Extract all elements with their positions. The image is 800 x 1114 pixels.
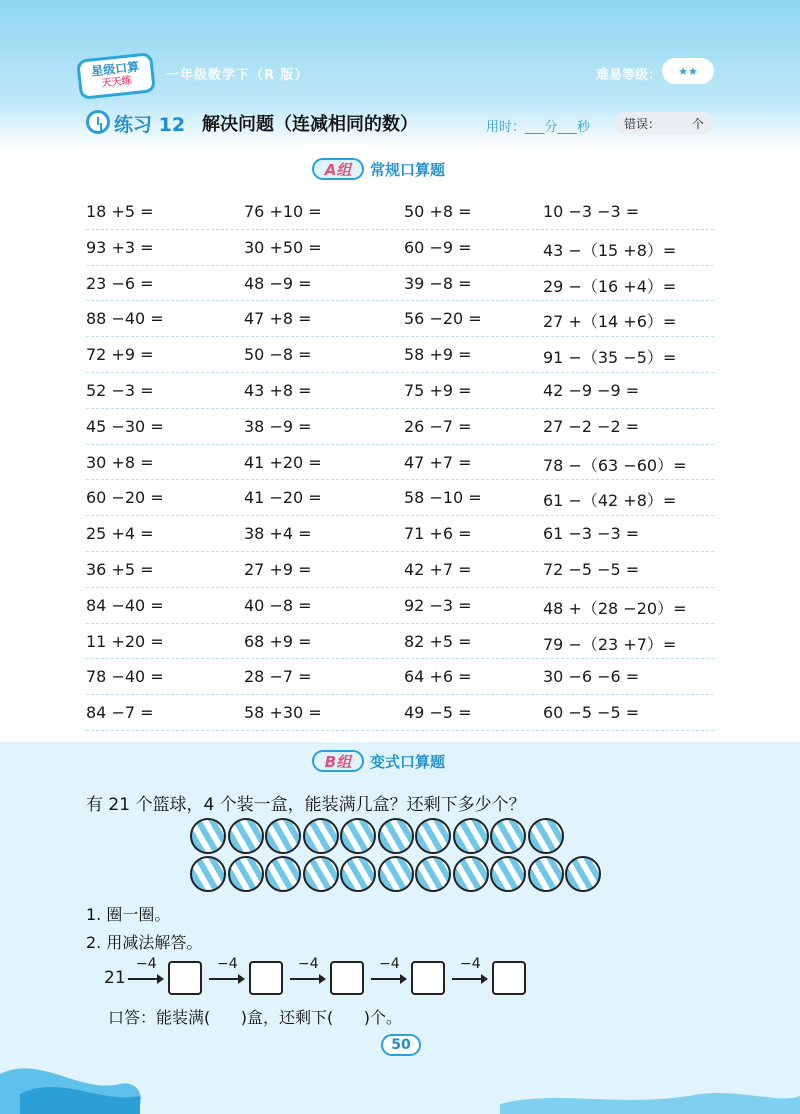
basketball-icon[interactable] bbox=[340, 856, 376, 892]
lesson-number: 练习 12 bbox=[114, 114, 186, 136]
equation[interactable]: 30 +8 = bbox=[86, 452, 154, 472]
errors-unit: 个 bbox=[691, 116, 704, 131]
basketball-icon[interactable] bbox=[528, 818, 564, 854]
equation[interactable]: 61 −3 −3 = bbox=[543, 524, 640, 544]
equation[interactable]: 72 −5 −5 = bbox=[543, 559, 640, 579]
basketball-icon[interactable] bbox=[228, 856, 264, 892]
equation[interactable]: 41 +20 = bbox=[244, 452, 322, 472]
equation[interactable]: 47 +8 = bbox=[244, 309, 312, 329]
grid-row bbox=[86, 552, 714, 588]
grid-row bbox=[86, 516, 714, 552]
title-row bbox=[86, 108, 716, 138]
equation[interactable]: 25 +4 = bbox=[86, 524, 154, 544]
equation[interactable]: 50 −8 = bbox=[244, 345, 312, 365]
basketball-icon[interactable] bbox=[340, 818, 376, 854]
section-b-tag: B组 bbox=[312, 750, 364, 772]
operator-label: −4 bbox=[136, 956, 157, 972]
logo-line2: 天天练 bbox=[101, 75, 133, 90]
equation[interactable]: 60 −9 = bbox=[404, 237, 472, 257]
grid-row bbox=[86, 588, 714, 624]
equation[interactable]: 41 −20 = bbox=[244, 488, 322, 508]
equation[interactable]: 27 −2 −2 = bbox=[543, 416, 640, 436]
page-header bbox=[0, 0, 800, 148]
equation[interactable]: 84 −40 = bbox=[86, 595, 164, 615]
grade-label: 一年级数学下（R 版） bbox=[166, 68, 309, 83]
basketball-icon[interactable] bbox=[190, 818, 226, 854]
errors-field[interactable] bbox=[614, 112, 714, 134]
basketball-icon[interactable] bbox=[378, 818, 414, 854]
equation[interactable]: 23 −6 = bbox=[86, 273, 154, 293]
equation[interactable]: 52 −3 = bbox=[86, 380, 154, 400]
section-a-tag: A组 bbox=[312, 158, 364, 180]
grid-row bbox=[86, 266, 714, 302]
section-a-banner bbox=[312, 156, 445, 182]
equation[interactable]: 58 +30 = bbox=[244, 703, 322, 723]
alarm-clock-icon bbox=[86, 110, 110, 134]
logo-line1: 星级口算 bbox=[90, 59, 140, 79]
grid-row bbox=[86, 695, 714, 731]
operator-label: −4 bbox=[217, 956, 238, 972]
basketball-icon[interactable] bbox=[303, 818, 339, 854]
arrow-icon bbox=[128, 978, 162, 980]
difficulty-label: 难易等级： bbox=[596, 68, 662, 83]
equation[interactable]: 36 +5 = bbox=[86, 559, 154, 579]
basketball-icon[interactable] bbox=[453, 818, 489, 854]
grid-row bbox=[86, 409, 714, 445]
equation[interactable]: 79 −（23 +7）= bbox=[543, 634, 677, 654]
step-2: 2. 用减法解答。 bbox=[86, 933, 203, 952]
equation[interactable]: 43 −（15 +8）= bbox=[543, 240, 677, 260]
chain-start: 21 bbox=[104, 968, 126, 988]
equation[interactable]: 88 −40 = bbox=[86, 309, 164, 329]
equation[interactable]: 38 +4 = bbox=[244, 524, 312, 544]
basketball-icon[interactable] bbox=[190, 856, 226, 892]
basketball-icon[interactable] bbox=[565, 856, 601, 892]
difficulty-stars: ★★ bbox=[678, 64, 698, 78]
equation[interactable]: 84 −7 = bbox=[86, 703, 154, 723]
operator-label: −4 bbox=[379, 956, 400, 972]
section-b-banner bbox=[312, 748, 445, 774]
grid-row bbox=[86, 373, 714, 409]
equation[interactable]: 28 −7 = bbox=[244, 667, 312, 687]
equation[interactable]: 75 +9 = bbox=[404, 380, 472, 400]
basketball-icon[interactable] bbox=[265, 856, 301, 892]
grid-row bbox=[86, 445, 714, 481]
equation[interactable]: 76 +10 = bbox=[244, 202, 322, 221]
errors-label: 错误： bbox=[624, 116, 661, 131]
answer-box[interactable] bbox=[492, 961, 526, 995]
equation[interactable]: 78 −（63 −60）= bbox=[543, 455, 687, 475]
equation[interactable]: 58 +9 = bbox=[404, 345, 472, 365]
calculation-grid bbox=[86, 194, 714, 731]
arrow-icon bbox=[371, 978, 405, 980]
basketball-icon[interactable] bbox=[490, 818, 526, 854]
equation[interactable]: 27 +9 = bbox=[244, 559, 312, 579]
step-1: 1. 圈一圈。 bbox=[86, 905, 171, 924]
difficulty-cloud-icon bbox=[662, 58, 714, 84]
equation[interactable]: 92 −3 = bbox=[404, 595, 472, 615]
grid-row bbox=[86, 194, 714, 230]
grid-row bbox=[86, 480, 714, 516]
basketball-icon[interactable] bbox=[378, 856, 414, 892]
equation[interactable]: 91 −（35 −5）= bbox=[543, 348, 677, 368]
grid-row bbox=[86, 337, 714, 373]
equation[interactable]: 60 −5 −5 = bbox=[543, 703, 640, 723]
equation[interactable]: 49 −5 = bbox=[404, 703, 472, 723]
arrow-icon bbox=[290, 978, 324, 980]
grid-row bbox=[86, 624, 714, 660]
equation[interactable]: 93 +3 = bbox=[86, 237, 154, 257]
grid-row bbox=[86, 659, 714, 695]
equation[interactable]: 30 +50 = bbox=[244, 237, 322, 257]
basketball-icon[interactable] bbox=[265, 818, 301, 854]
equation[interactable]: 72 +9 = bbox=[86, 345, 154, 365]
equation[interactable]: 11 +20 = bbox=[86, 631, 164, 651]
equation[interactable]: 78 −40 = bbox=[86, 667, 164, 687]
equation[interactable]: 61 −（42 +8）= bbox=[543, 491, 677, 511]
basketball-icon[interactable] bbox=[228, 818, 264, 854]
time-field[interactable]: 用时：___分___秒 bbox=[486, 120, 591, 135]
equation[interactable]: 64 +6 = bbox=[404, 667, 472, 687]
section-a-title: 常规口算题 bbox=[370, 160, 446, 179]
basketball-group[interactable] bbox=[190, 818, 610, 898]
grid-row bbox=[86, 301, 714, 337]
operator-label: −4 bbox=[298, 956, 319, 972]
basketball-icon[interactable] bbox=[453, 856, 489, 892]
basketball-icon[interactable] bbox=[303, 856, 339, 892]
equation[interactable]: 48 +（28 −20）= bbox=[543, 598, 687, 618]
section-b-title: 变式口算题 bbox=[370, 752, 446, 771]
equation[interactable]: 45 −30 = bbox=[86, 416, 164, 436]
equation[interactable]: 27 +（14 +6）= bbox=[543, 312, 677, 332]
equation[interactable]: 40 −8 = bbox=[244, 595, 312, 615]
equation[interactable]: 26 −7 = bbox=[404, 416, 472, 436]
answer-box[interactable] bbox=[411, 961, 445, 995]
arrow-icon bbox=[452, 978, 486, 980]
lesson-topic: 解决问题（连减相同的数） bbox=[202, 114, 418, 135]
series-logo bbox=[76, 52, 156, 100]
equation[interactable]: 82 +5 = bbox=[404, 631, 472, 651]
word-problem: 有 21 个篮球，4 个装一盒，能装满几盒？还剩下多少个？ bbox=[86, 795, 526, 815]
basketball-icon[interactable] bbox=[490, 856, 526, 892]
answer-box[interactable] bbox=[330, 961, 364, 995]
subtraction-chain bbox=[104, 956, 554, 1006]
grid-row bbox=[86, 230, 714, 266]
basketball-icon[interactable] bbox=[415, 856, 451, 892]
equation[interactable]: 50 +8 = bbox=[404, 202, 472, 221]
equation[interactable]: 10 −3 −3 = bbox=[543, 202, 640, 221]
equation[interactable]: 47 +7 = bbox=[404, 452, 472, 472]
basketball-icon[interactable] bbox=[528, 856, 564, 892]
equation[interactable]: 30 −6 −6 = bbox=[543, 667, 640, 687]
equation[interactable]: 68 +9 = bbox=[244, 631, 312, 651]
equation[interactable]: 71 +6 = bbox=[404, 524, 472, 544]
arrow-icon bbox=[209, 978, 243, 980]
equation[interactable]: 56 −20 = bbox=[404, 309, 482, 329]
equation[interactable]: 43 +8 = bbox=[244, 380, 312, 400]
equation[interactable]: 29 −（16 +4）= bbox=[543, 276, 677, 296]
page-number: 50 bbox=[381, 1034, 421, 1056]
equation[interactable]: 42 −9 −9 = bbox=[543, 380, 640, 400]
answer-box[interactable] bbox=[168, 961, 202, 995]
equation[interactable]: 60 −20 = bbox=[86, 488, 164, 508]
equation[interactable]: 48 −9 = bbox=[244, 273, 312, 293]
equation[interactable]: 38 −9 = bbox=[244, 416, 312, 436]
answer-box[interactable] bbox=[249, 961, 283, 995]
operator-label: −4 bbox=[460, 956, 481, 972]
basketball-icon[interactable] bbox=[415, 818, 451, 854]
equation[interactable]: 18 +5 = bbox=[86, 202, 154, 221]
equation[interactable]: 39 −8 = bbox=[404, 273, 472, 293]
equation[interactable]: 42 +7 = bbox=[404, 559, 472, 579]
answer-line[interactable]: 口答：能装满( )盒，还剩下( )个。 bbox=[108, 1008, 403, 1027]
equation[interactable]: 58 −10 = bbox=[404, 488, 482, 508]
